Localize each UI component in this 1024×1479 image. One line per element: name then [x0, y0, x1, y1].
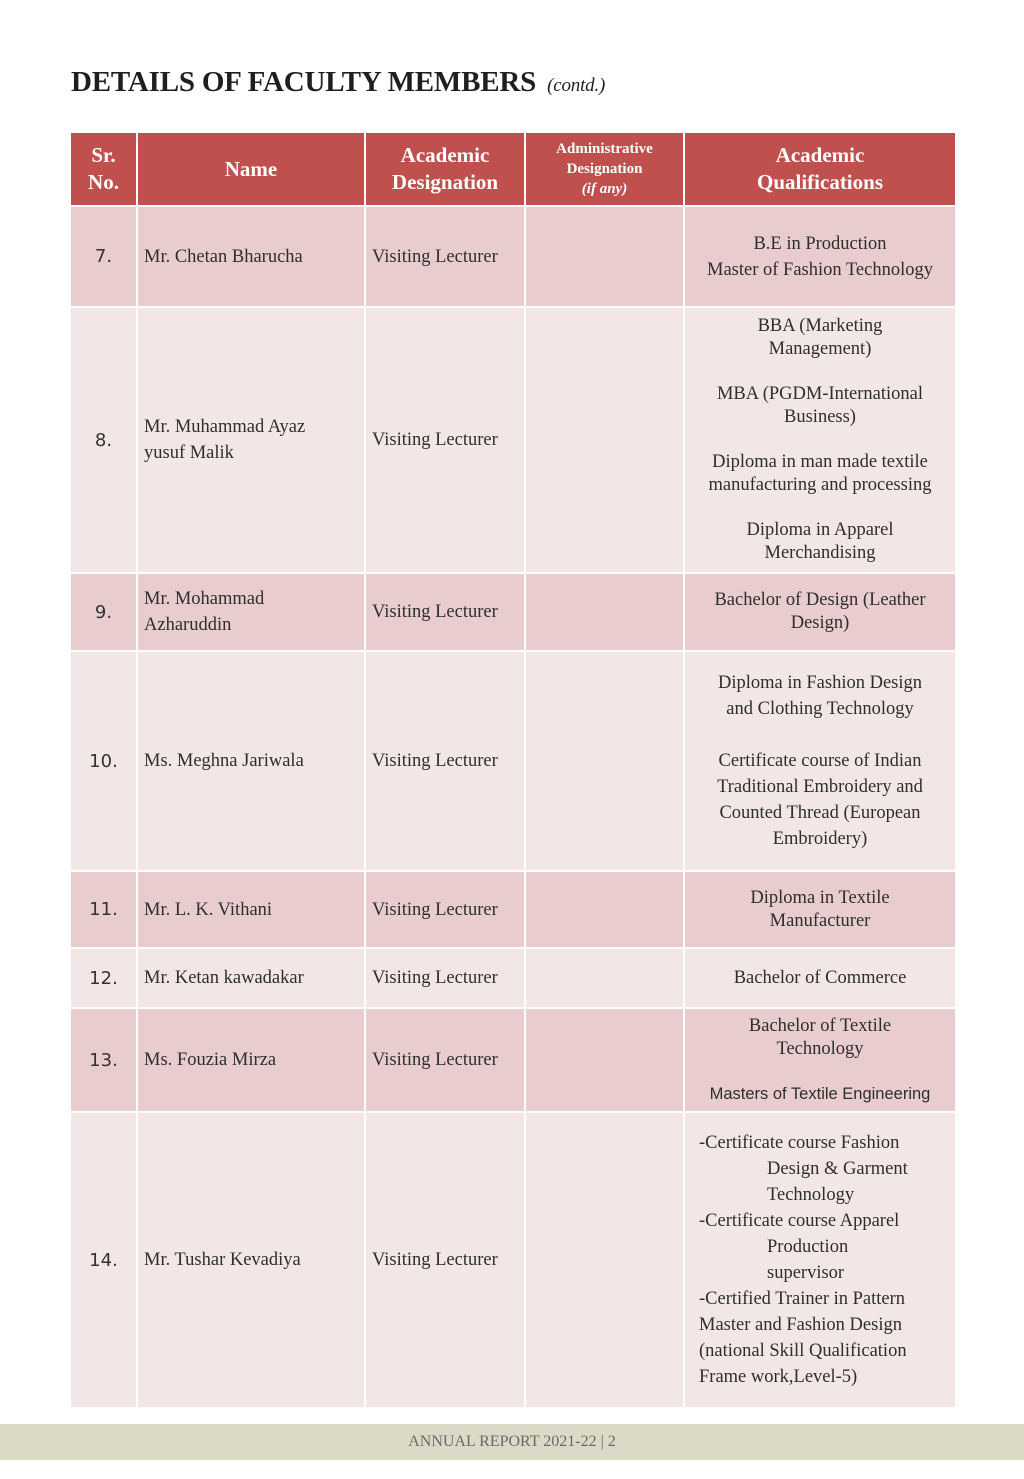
designation-cell: Visiting Lecturer — [365, 651, 525, 871]
sr-no-cell: 13. — [70, 1008, 137, 1112]
qualifications-cell: BBA (Marketing Management) MBA (PGDM-International Business) Diploma in man made textile manufacturing and processing Diploma in Apparel Merchandising — [684, 307, 956, 573]
name-cell: Mr. L. K. Vithani — [137, 871, 365, 948]
page-title-text: DETAILS OF FACULTY MEMBERS — [71, 66, 537, 98]
sr-no-cell: 9. — [70, 573, 137, 651]
header-sr-no: Sr. No. — [70, 132, 137, 206]
admin-designation-cell — [525, 573, 684, 651]
name-cell: Ms. Fouzia Mirza — [137, 1008, 365, 1112]
header-academic-designation: Academic Designation — [365, 132, 525, 206]
name-cell: Mr. Tushar Kevadiya — [137, 1112, 365, 1408]
table-row — [70, 871, 956, 948]
table-row — [70, 1112, 956, 1408]
name-cell: Mr. Mohammad Azharuddin — [137, 573, 365, 651]
designation-cell: Visiting Lecturer — [365, 948, 525, 1008]
admin-designation-cell — [525, 871, 684, 948]
faculty-table — [69, 131, 957, 1409]
admin-designation-cell — [525, 1112, 684, 1408]
qualifications-cell: Bachelor of Commerce — [684, 948, 956, 1008]
page-title — [71, 66, 605, 99]
designation-cell: Visiting Lecturer — [365, 206, 525, 307]
name-cell: Mr. Chetan Bharucha — [137, 206, 365, 307]
designation-cell: Visiting Lecturer — [365, 871, 525, 948]
qualifications-cell: Bachelor of Design (Leather Design) — [684, 573, 956, 651]
designation-cell: Visiting Lecturer — [365, 573, 525, 651]
header-academic-qualifications: Academic Qualifications — [684, 132, 956, 206]
sr-no-cell: 12. — [70, 948, 137, 1008]
name-cell: Ms. Meghna Jariwala — [137, 651, 365, 871]
qualifications-cell: Bachelor of Textile Technology Masters of Textile Engineering — [684, 1008, 956, 1112]
page-title-suffix: (contd.) — [547, 75, 606, 96]
sr-no-cell: 8. — [70, 307, 137, 573]
admin-designation-cell — [525, 307, 684, 573]
table-row — [70, 948, 956, 1008]
table-row — [70, 307, 956, 573]
admin-designation-cell — [525, 651, 684, 871]
designation-cell: Visiting Lecturer — [365, 307, 525, 573]
sr-no-cell: 10. — [70, 651, 137, 871]
table-row — [70, 651, 956, 871]
admin-designation-cell — [525, 948, 684, 1008]
name-cell: Mr. Muhammad Ayaz yusuf Malik — [137, 307, 365, 573]
qualifications-cell: B.E in Production Master of Fashion Technology — [684, 206, 956, 307]
admin-designation-cell — [525, 206, 684, 307]
sr-no-cell: 14. — [70, 1112, 137, 1408]
page-footer — [0, 1424, 1024, 1460]
qualifications-cell: -Certificate course Fashion Design & Garment Technology -Certificate course Apparel Production supervisor -Certified Trainer in Pattern Master and Fashion Design (national Skill Qualification Frame work,Level-5) — [684, 1112, 956, 1408]
table-header-row — [70, 132, 956, 206]
admin-designation-cell — [525, 1008, 684, 1112]
header-administrative-designation: Administrative Designation (if any) — [525, 132, 684, 206]
designation-cell: Visiting Lecturer — [365, 1112, 525, 1408]
sr-no-cell: 7. — [70, 206, 137, 307]
header-name: Name — [137, 132, 365, 206]
table-row — [70, 1008, 956, 1112]
qualifications-cell: Diploma in Textile Manufacturer — [684, 871, 956, 948]
name-cell: Mr. Ketan kawadakar — [137, 948, 365, 1008]
table-row — [70, 573, 956, 651]
table-row — [70, 206, 956, 307]
sr-no-cell: 11. — [70, 871, 137, 948]
footer-text: ANNUAL REPORT 2021-22 | 2 — [408, 1433, 616, 1450]
qualifications-cell: Diploma in Fashion Design and Clothing Technology Certificate course of Indian Traditional Embroidery and Counted Thread (European Embroidery) — [684, 651, 956, 871]
designation-cell: Visiting Lecturer — [365, 1008, 525, 1112]
